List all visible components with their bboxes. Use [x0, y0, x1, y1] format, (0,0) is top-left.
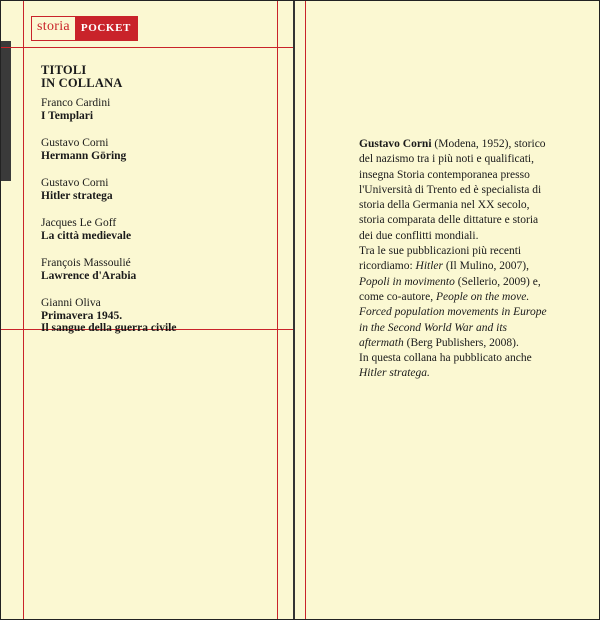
title-entry: [41, 97, 281, 122]
bio-text: (Modena, 1952), storico del nazismo tra i più noti e qualificati, insegna Storia contemporanea presso l'Università di Trento ed è specialista di storia della Germania nel XX secolo, storia comparata delle dittature e storia dei due conflitti mondiali.: [359, 138, 546, 242]
title-entry: [41, 297, 281, 335]
red-rule-vertical: [305, 1, 306, 619]
title-name: I Templari: [41, 109, 94, 122]
bio-text: In questa collana ha pubblicato anche: [359, 352, 532, 365]
logo-pocket: POCKET: [75, 17, 137, 40]
heading-line: TITOLI: [41, 63, 87, 77]
title-name: Hitler stratega: [41, 189, 113, 202]
title-entry: [41, 137, 281, 162]
bio-text: (Il Mulino, 2007),: [443, 260, 529, 273]
red-rule-top: [1, 47, 293, 48]
title-author: François Massoulié: [41, 257, 131, 269]
series-logo: [31, 16, 138, 41]
logo-storia: storia: [37, 19, 70, 34]
title-author: Jacques Le Goff: [41, 217, 117, 229]
bio-text: Tra le sue pubblicazioni più recenti ricordiamo:: [359, 245, 522, 273]
bio-paragraph: [359, 137, 551, 244]
bio-publications: [359, 244, 551, 351]
bio-work-title: Hitler stratega.: [359, 367, 430, 380]
title-entry: [41, 217, 281, 242]
author-bio: [359, 137, 551, 382]
bio-work-title: People on the move. Forced population movements in Europe in the Second World War and its aftermath: [359, 290, 547, 349]
author-name: Gustavo Corni: [359, 138, 432, 150]
title-entry: [41, 257, 281, 282]
cover-edge-strip: [1, 41, 11, 181]
heading-line: IN COLLANA: [41, 76, 123, 90]
red-rule-vertical: [23, 1, 24, 619]
title-entry: [41, 177, 281, 202]
title-name: La città medievale: [41, 229, 132, 242]
bio-text: (Sellerio, 2009) e, come co-autore,: [359, 275, 541, 303]
title-name: Lawrence d'Arabia: [41, 269, 137, 282]
bio-work-title: Popoli in movimento: [359, 275, 455, 288]
title-name: Primavera 1945.: [41, 309, 123, 322]
title-name: Hermann Göring: [41, 149, 127, 162]
left-flap: [1, 1, 295, 619]
bio-series-note: [359, 351, 551, 382]
series-heading: [41, 64, 123, 90]
bio-work-title: Hitler: [415, 260, 444, 273]
bio-text: (Berg Publishers, 2008).: [403, 336, 519, 349]
title-name: Il sangue della guerra civile: [41, 322, 177, 334]
title-author: Gianni Oliva: [41, 297, 101, 309]
title-author: Franco Cardini: [41, 97, 111, 109]
series-titles-list: [41, 97, 281, 350]
title-author: Gustavo Corni: [41, 177, 109, 189]
title-author: Gustavo Corni: [41, 137, 109, 149]
